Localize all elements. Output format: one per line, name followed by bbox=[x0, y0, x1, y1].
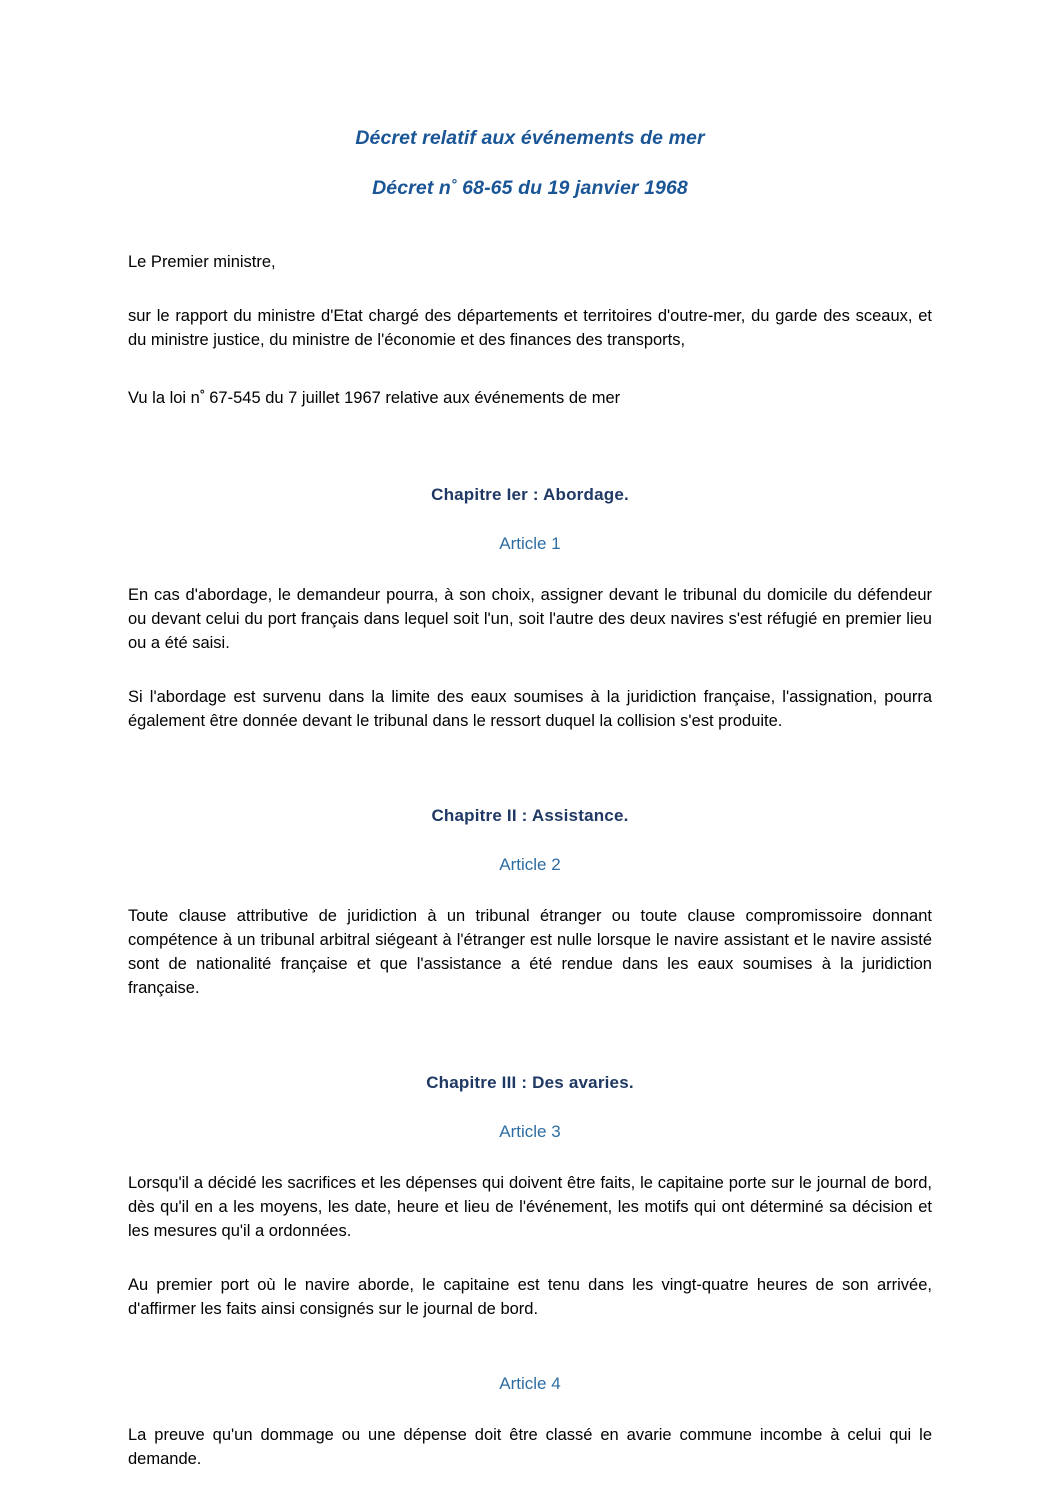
article-paragraph: Si l'abordage est survenu dans la limite des eaux soumises à la juridiction française, l'assignation, pourra également être donnée devant le tribunal dans le ressort duquel la collision s'est produite. bbox=[128, 688, 932, 730]
document-content bbox=[128, 0, 932, 1471]
preamble-paragraph-3 bbox=[128, 382, 932, 410]
article-paragraph: Lorsqu'il a décidé les sacrifices et les dépenses qui doivent être faits, le capitaine porte sur le journal de bord, dès qu'il en a les moyens, les date, heure et lieu de l'événement, les motifs qui ont déterminé sa décision et les mesures qu'il a ordonnées. bbox=[128, 1174, 932, 1240]
degree-sign-icon: ° bbox=[450, 176, 457, 192]
article-heading-2: Article 2 bbox=[499, 855, 561, 874]
article-paragraph: En cas d'abordage, le demandeur pourra, à son choix, assigner devant le tribunal du domicile du défendeur ou devant celui du port français dans lequel soit l'un, soit l'autre des deux navires s'est réfugié en premier lieu ou a été saisi. bbox=[128, 586, 932, 652]
article-paragraph: La preuve qu'un dommage ou une dépense doit être classé en avarie commune incombe à celui qui le demande. bbox=[128, 1426, 932, 1468]
article-paragraph: Toute clause attributive de juridiction à un tribunal étranger ou toute clause compromissoire donnant compétence à un tribunal arbitral siégeant à l'étranger est nulle lorsque le navire assistant et le navire assisté sont de nationalité française et que l'assistance a été rendue dans les eaux soumises à la juridiction française. bbox=[128, 907, 932, 997]
decree-number-prefix: Décret n bbox=[372, 177, 451, 199]
decree-number-suffix: 68-65 du 19 janvier 1968 bbox=[456, 177, 688, 199]
document-title-primary: Décret relatif aux événements de mer bbox=[355, 127, 705, 149]
chapter-heading-3: Chapitre III : Des avaries. bbox=[426, 1073, 634, 1092]
article-heading-3: Article 3 bbox=[499, 1122, 561, 1141]
law-number-suffix: 67-545 du 7 juillet 1967 relative aux événements de mer bbox=[204, 389, 621, 407]
chapter-heading-1: Chapitre Ier : Abordage. bbox=[431, 485, 629, 504]
preamble-paragraph-2: sur le rapport du ministre d'Etat chargé des départements et territoires d'outre-mer, du garde des sceaux, et du ministre justice, du ministre de l'économie et des finances des transports, bbox=[128, 307, 932, 349]
law-number-prefix: Vu la loi n bbox=[128, 389, 200, 407]
chapter-heading-2: Chapitre II : Assistance. bbox=[431, 806, 629, 825]
preamble-paragraph-1: Le Premier ministre, bbox=[128, 253, 276, 271]
article-heading-1: Article 1 bbox=[499, 534, 561, 553]
article-heading-4: Article 4 bbox=[499, 1374, 561, 1393]
degree-sign-icon: ° bbox=[199, 387, 205, 401]
article-paragraph: Au premier port où le navire aborde, le capitaine est tenu dans les vingt-quatre heures de son arrivée, d'affirmer les faits ainsi consignés sur le journal de bord. bbox=[128, 1276, 932, 1318]
document-title-secondary bbox=[128, 172, 932, 200]
